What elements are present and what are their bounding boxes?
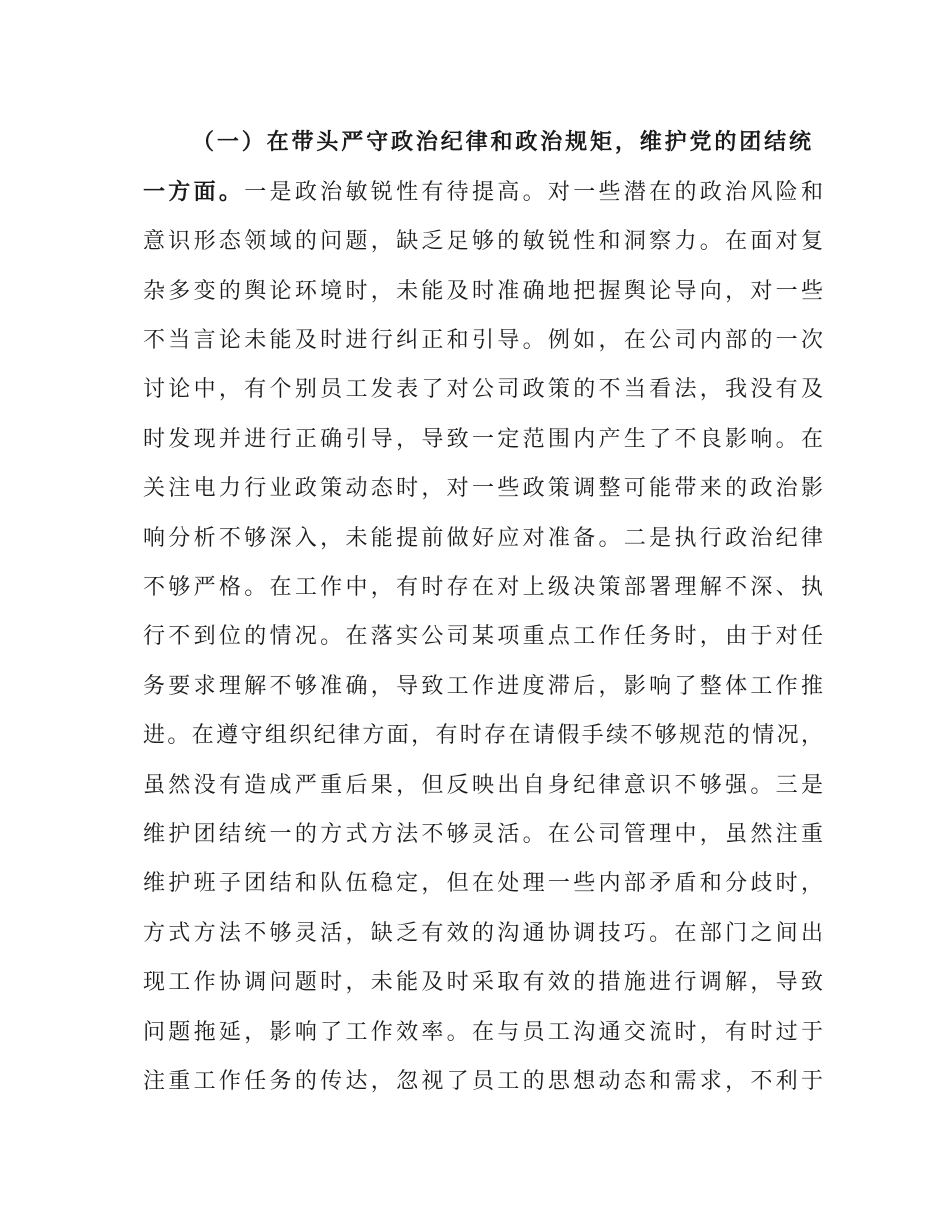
paragraph-line: 响分析不够深入，未能提前做好应对准备。二是执行政治纪律 <box>143 526 823 551</box>
section-heading-line <box>192 127 811 159</box>
paragraph-line: 行不到位的情况。在落实公司某项重点工作任务时，由于对任 <box>143 624 823 649</box>
section-heading: （一）在带头严守政治纪律和政治规矩，维护党的团结统 <box>192 130 811 155</box>
paragraph-line: 不够严格。在工作中，有时存在对上级决策部署理解不深、执 <box>143 575 823 600</box>
paragraph-line: 不当言论未能及时进行纠正和引导。例如，在公司内部的一次 <box>143 328 823 353</box>
paragraph-line: 意识形态领域的问题，缺乏足够的敏锐性和洞察力。在面对复 <box>143 229 823 254</box>
paragraph-line: 杂多变的舆论环境时，未能及时准确地把握舆论导向，对一些 <box>143 279 823 304</box>
paragraph-text: 一是政治敏锐性有待提高。对一些潜在的政治风险和 <box>244 180 823 205</box>
paragraph-line: 注重工作任务的传达，忽视了员工的思想动态和需求，不利于 <box>143 1069 823 1094</box>
paragraph-line: 时发现并进行正确引导，导致一定范围内产生了不良影响。在 <box>143 427 823 452</box>
paragraph-line <box>143 177 823 209</box>
paragraph-line: 方式方法不够灵活，缺乏有效的沟通协调技巧。在部门之间出 <box>143 921 823 946</box>
paragraph-line: 问题拖延，影响了工作效率。在与员工沟通交流时，有时过于 <box>143 1020 823 1045</box>
paragraph-line: 虽然没有造成严重后果，但反映出自身纪律意识不够强。三是 <box>143 773 823 798</box>
section-heading-tail: 一方面。 <box>143 180 245 205</box>
paragraph-line: 现工作协调问题时，未能及时采取有效的措施进行调解，导致 <box>143 970 823 995</box>
paragraph-line: 关注电力行业政策动态时，对一些政策调整可能带来的政治影 <box>143 476 823 501</box>
paragraph-line: 进。在遵守组织纪律方面，有时存在请假手续不够规范的情况， <box>143 723 823 748</box>
paragraph-line: 维护班子团结和队伍稳定，但在处理一些内部矛盾和分歧时， <box>143 871 823 896</box>
paragraph-line: 务要求理解不够准确，导致工作进度滞后，影响了整体工作推 <box>143 674 823 699</box>
paragraph-line: 维护团结统一的方式方法不够灵活。在公司管理中，虽然注重 <box>143 822 823 847</box>
paragraph-line: 讨论中，有个别员工发表了对公司政策的不当看法，我没有及 <box>143 377 823 402</box>
